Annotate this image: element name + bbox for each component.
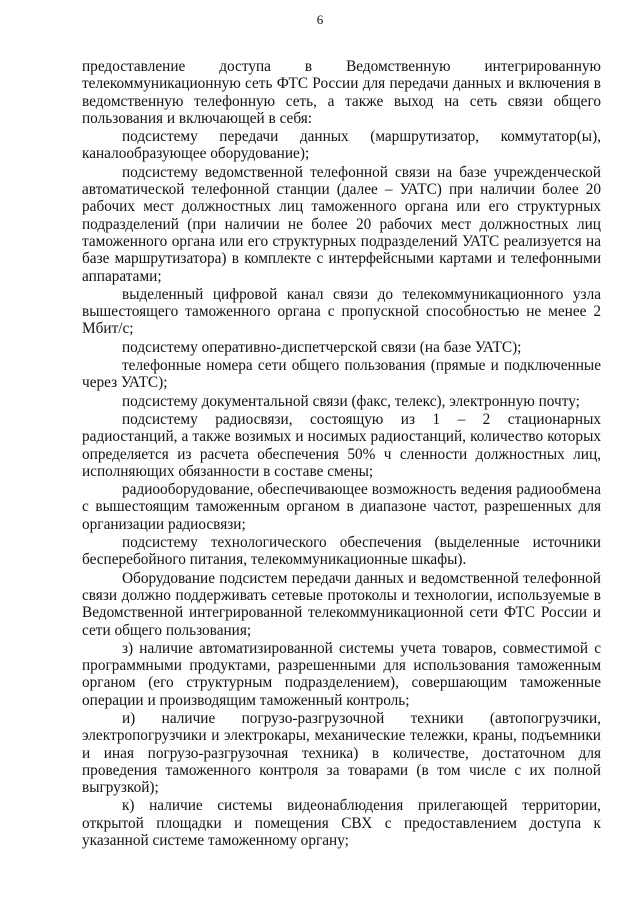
paragraph-protocols: Оборудование подсистем передачи данных и ведомственной телефонной связи должно поддерживать сетевые протоколы и технологии, используемые в Ведомственной интегрированной телекоммуникационной сети ФТС России и сети общего пользования; xyxy=(82,569,601,639)
paragraph-document-communication: подсистему документальной связи (факс, телекс), электронную почту; xyxy=(122,392,580,410)
paragraph-technological-support: подсистему технологического обеспечения (выделенные источники бесперебойного питания, телекоммуникационные шкафы). xyxy=(82,534,601,569)
paragraph-radio-equipment: радиооборудование, обеспечивающее возможность ведения радиообмена с вышестоящим таможенным органом в диапазоне частот, разрешенных для организации радиосвязи; xyxy=(82,481,601,533)
paragraph-item-i: и) наличие погрузо-разгрузочной техники (автопогрузчики, электропогрузчики и электрокары, механические тележки, краны, подъемники и иная погрузо-разгрузочная техника) в количестве, достаточном для проведения таможенного контроля за товарами (в том числе с их полной выгрузкой); xyxy=(82,709,601,797)
paragraph-access-intro: предоставление доступа в Ведомственную интегрированную телекоммуникационную сеть ФТС России для передачи данных и включения в ведомственную телефонную сеть, а также выход на сеть связи общего пользования и включающей в себя: xyxy=(82,58,601,127)
paragraph-data-subsystem: подсистему передачи данных (маршрутизатор, коммутатор(ы), каналообразующее оборудование); xyxy=(82,128,601,163)
paragraph-telephone-subsystem: подсистему ведомственной телефонной связи на базе учрежденческой автоматической телефонной станции (далее – УАТС) при наличии более 20 рабочих мест должностных лиц таможенного органа или его структурных подразделений (при наличии не более 20 рабочих мест должностных лиц таможенного органа или его структурных подразделений УАТС реализуется на базе маршрутизатора) в комплекте с интерфейсными картами и телефонными аппаратами; xyxy=(82,163,601,285)
paragraph-public-numbers: телефонные номера сети общего пользования (прямые и подключенные через УАТС); xyxy=(82,357,601,392)
paragraph-dispatch-subsystem: подсистему оперативно-диспетчерской связи (на базе УАТС); xyxy=(122,338,522,356)
paragraph-radio-subsystem: подсистему радиосвязи, состоящую из 1 – 2 стационарных радиостанций, а также возимых и носимых радиостанций, количество которых определяется из расчета обеспечения 50% ч сленности должностных лиц, исполняющих обязанности в составе смены; xyxy=(82,410,601,480)
page-number: 6 xyxy=(316,12,324,27)
paragraph-item-z: з) наличие автоматизированной системы учета товаров, совместимой с программными продуктами, разрешенными для использования таможенным органом (его структурным подразделением), совершающим таможенные операции и производящим таможенный контроль; xyxy=(82,639,601,709)
document-body xyxy=(82,58,601,850)
paragraph-digital-channel: выделенный цифровой канал связи до телекоммуникационного узла вышестоящего таможенного органа с пропускной способностью не менее 2 Мбит/с; xyxy=(82,285,601,338)
paragraph-item-k: к) наличие системы видеонаблюдения прилегающей территории, открытой площадки и помещения СВХ с предоставлением доступа к указанной системе таможенному органу; xyxy=(82,797,601,850)
